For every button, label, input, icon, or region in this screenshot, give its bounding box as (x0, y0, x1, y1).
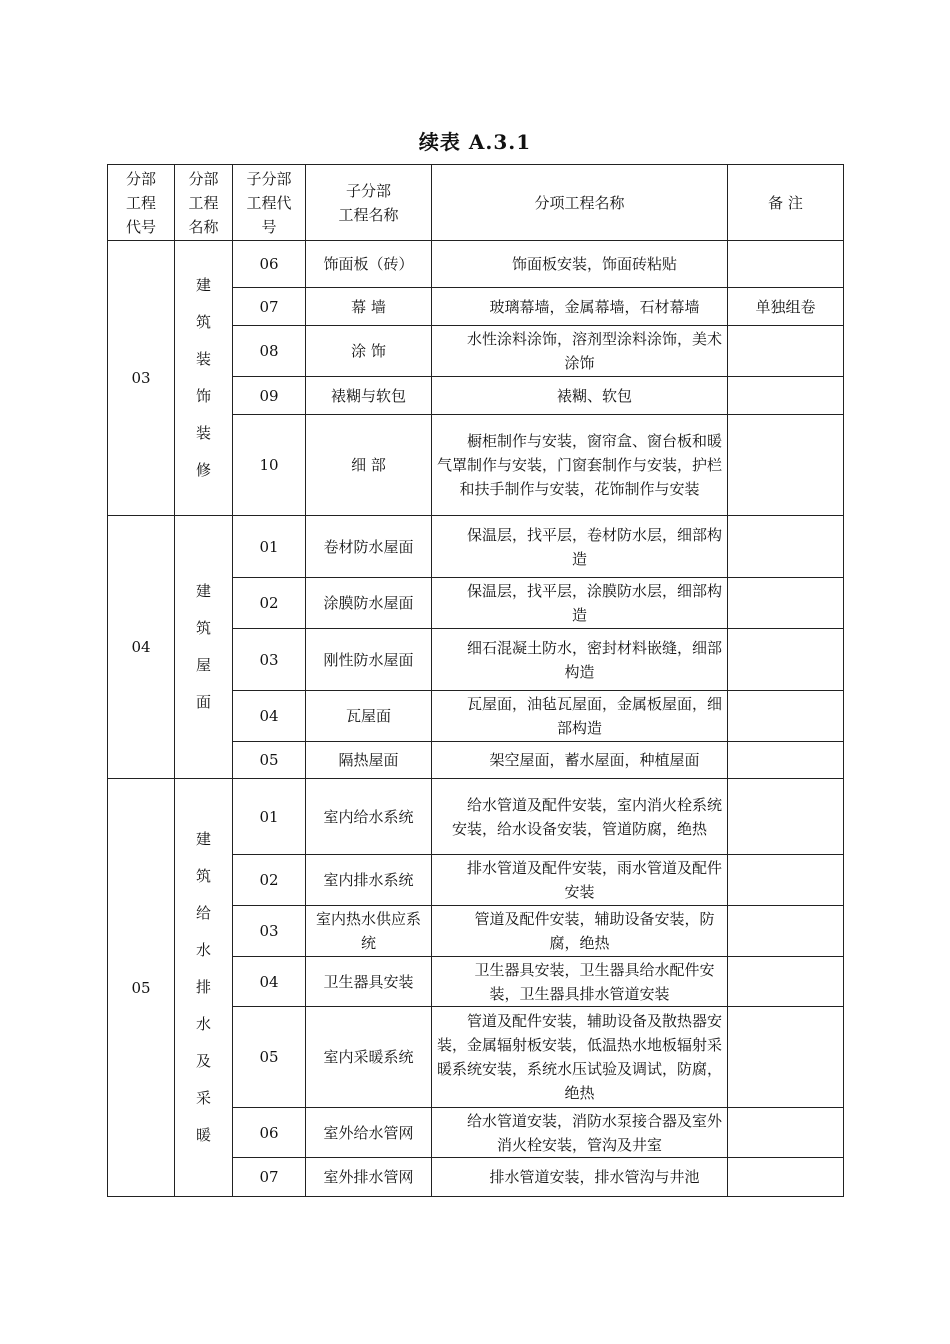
subdivision-code: 02 (233, 578, 306, 629)
items-text: 瓦屋面，油毡瓦屋面，金属板屋面，细部构造 (466, 695, 722, 737)
note-cell (728, 691, 844, 742)
division-name-char: 排 (195, 978, 211, 996)
header-note: 备 注 (728, 165, 844, 241)
subdivision-code: 05 (233, 742, 306, 779)
table-row (108, 779, 844, 855)
header-subdivision-name (306, 165, 432, 241)
division-table (107, 164, 844, 1197)
division-code: 05 (108, 779, 175, 1197)
subdivision-name: 涂 饰 (306, 326, 432, 377)
division-name-char: 修 (195, 461, 211, 479)
items-cell (432, 957, 728, 1007)
items-text: 给水管道安装，消防水泵接合器及室外消火栓安装，管沟及井室 (466, 1111, 722, 1154)
note-cell (728, 1007, 844, 1108)
note-cell (728, 629, 844, 691)
header-text: 代号 (125, 217, 156, 236)
items-text: 玻璃幕墙，金属幕墙，石材幕墙 (489, 297, 700, 316)
header-text: 工程 (188, 193, 219, 212)
items-cell (432, 1007, 728, 1108)
items-cell (432, 326, 728, 377)
note-cell (728, 326, 844, 377)
header-text: 子分部 (345, 181, 391, 200)
subdivision-name: 室内给水系统 (306, 779, 432, 855)
subdivision-code: 04 (233, 957, 306, 1007)
division-code: 04 (108, 516, 175, 779)
items-cell (432, 779, 728, 855)
items-cell (432, 1158, 728, 1197)
subdivision-code: 02 (233, 855, 306, 906)
note-cell: 单独组卷 (728, 288, 844, 326)
note-cell (728, 578, 844, 629)
items-cell (432, 1108, 728, 1158)
items-cell (432, 742, 728, 779)
items-cell (432, 578, 728, 629)
items-cell (432, 906, 728, 957)
division-name-char: 及 (195, 1052, 211, 1070)
items-cell (432, 691, 728, 742)
header-text: 分部 (188, 169, 219, 188)
items-text: 保温层，找平层，涂膜防水层，细部构造 (466, 582, 722, 624)
items-cell (432, 288, 728, 326)
items-text: 细石混凝土防水，密封材料嵌缝，细部构造 (466, 638, 722, 681)
division-name-char: 水 (195, 1015, 211, 1033)
subdivision-code: 06 (233, 241, 306, 288)
header-text: 分部 (125, 169, 156, 188)
header-text: 工程名称 (338, 205, 399, 224)
note-cell (728, 855, 844, 906)
items-text: 橱柜制作与安装，窗帘盒、窗台板和暖气罩制作与安装，门窗套制作与安装，护栏和扶手制作与安装，花饰制作与安装 (436, 432, 722, 498)
items-cell (432, 516, 728, 578)
items-text: 排水管道安装，排水管沟与井池 (489, 1168, 700, 1186)
division-name-char: 建 (195, 582, 211, 600)
items-text: 排水管道及配件安装，雨水管道及配件安装 (466, 859, 722, 901)
subdivision-name: 卫生器具安装 (306, 957, 432, 1007)
items-text: 给水管道及配件安装，室内消火栓系统安装，给水设备安装，管道防腐，绝热 (451, 795, 722, 838)
table-row (108, 241, 844, 288)
subdivision-name: 室内热水供应系统 (306, 906, 432, 957)
subdivision-name: 幕 墙 (306, 288, 432, 326)
division-name-char: 水 (195, 941, 211, 959)
subdivision-name: 卷材防水屋面 (306, 516, 432, 578)
division-name-char: 采 (195, 1089, 211, 1107)
subdivision-code: 05 (233, 1007, 306, 1108)
note-cell (728, 957, 844, 1007)
subdivision-code: 01 (233, 516, 306, 578)
header-text: 工程代 (246, 193, 292, 212)
subdivision-code: 03 (233, 906, 306, 957)
division-name-char: 筑 (195, 313, 211, 331)
division-name-char: 筑 (195, 619, 211, 637)
note-cell (728, 779, 844, 855)
division-name-char: 筑 (195, 867, 211, 885)
division-name-char: 屋 (195, 656, 211, 674)
items-text: 管道及配件安装，辅助设备及散热器安装，金属辐射板安装，低温热水地板辐射采暖系统安装，系统水压试验及调试，防腐，绝热 (436, 1012, 722, 1102)
items-cell (432, 415, 728, 516)
header-items: 分项工程名称 (432, 165, 728, 241)
subdivision-name: 室内排水系统 (306, 855, 432, 906)
header-row (108, 165, 844, 241)
table-title: 续表 A.3.1 (418, 130, 532, 154)
items-text: 饰面板安装，饰面砖粘贴 (511, 255, 677, 273)
note-cell (728, 516, 844, 578)
subdivision-code: 07 (233, 1158, 306, 1197)
note-cell (728, 742, 844, 779)
division-name-char: 建 (195, 276, 211, 294)
subdivision-name: 刚性防水屋面 (306, 629, 432, 691)
header-division-name (175, 165, 233, 241)
division-name-char: 给 (195, 904, 211, 922)
items-text: 保温层，找平层，卷材防水层，细部构造 (466, 525, 722, 568)
subdivision-code: 06 (233, 1108, 306, 1158)
items-cell (432, 377, 728, 415)
division-code: 03 (108, 241, 175, 516)
items-cell (432, 241, 728, 288)
subdivision-code: 09 (233, 377, 306, 415)
header-subdivision-code (233, 165, 306, 241)
items-cell (432, 855, 728, 906)
subdivision-name: 细 部 (306, 415, 432, 516)
header-division-code (108, 165, 175, 241)
division-name-char: 饰 (195, 387, 211, 405)
subdivision-name: 瓦屋面 (306, 691, 432, 742)
division-name-char: 装 (195, 424, 211, 442)
subdivision-name: 隔热屋面 (306, 742, 432, 779)
subdivision-code: 10 (233, 415, 306, 516)
header-text: 名称 (188, 217, 219, 236)
items-text: 裱糊、软包 (556, 386, 632, 405)
note-cell (728, 1108, 844, 1158)
subdivision-code: 04 (233, 691, 306, 742)
division-name-char: 装 (195, 350, 211, 368)
table-row (108, 516, 844, 578)
subdivision-code: 07 (233, 288, 306, 326)
note-cell (728, 415, 844, 516)
division-name-char: 面 (195, 693, 211, 711)
subdivision-code: 08 (233, 326, 306, 377)
subdivision-name: 室外排水管网 (306, 1158, 432, 1197)
items-cell (432, 629, 728, 691)
items-text: 水性涂料涂饰，溶剂型涂料涂饰，美术涂饰 (466, 330, 722, 372)
subdivision-name: 裱糊与软包 (306, 377, 432, 415)
division-name-char: 暖 (195, 1126, 211, 1144)
subdivision-name: 室外给水管网 (306, 1108, 432, 1158)
note-cell (728, 241, 844, 288)
division-name (175, 516, 233, 779)
subdivision-name: 室内采暖系统 (306, 1007, 432, 1108)
note-cell (728, 377, 844, 415)
items-text: 管道及配件安装，辅助设备安装，防腐，绝热 (474, 910, 715, 952)
division-name-char: 建 (195, 830, 211, 848)
subdivision-name: 涂膜防水屋面 (306, 578, 432, 629)
division-name (175, 241, 233, 516)
header-text: 号 (261, 217, 277, 236)
items-text: 卫生器具安装，卫生器具给水配件安装，卫生器具排水管道安装 (474, 960, 715, 1003)
subdivision-code: 03 (233, 629, 306, 691)
header-text: 子分部 (246, 169, 292, 188)
note-cell (728, 1158, 844, 1197)
header-text: 工程 (125, 193, 156, 212)
items-text: 架空屋面，蓄水屋面，种植屋面 (489, 751, 700, 769)
subdivision-name: 饰面板（砖） (306, 241, 432, 288)
subdivision-code: 01 (233, 779, 306, 855)
division-name (175, 779, 233, 1197)
note-cell (728, 906, 844, 957)
